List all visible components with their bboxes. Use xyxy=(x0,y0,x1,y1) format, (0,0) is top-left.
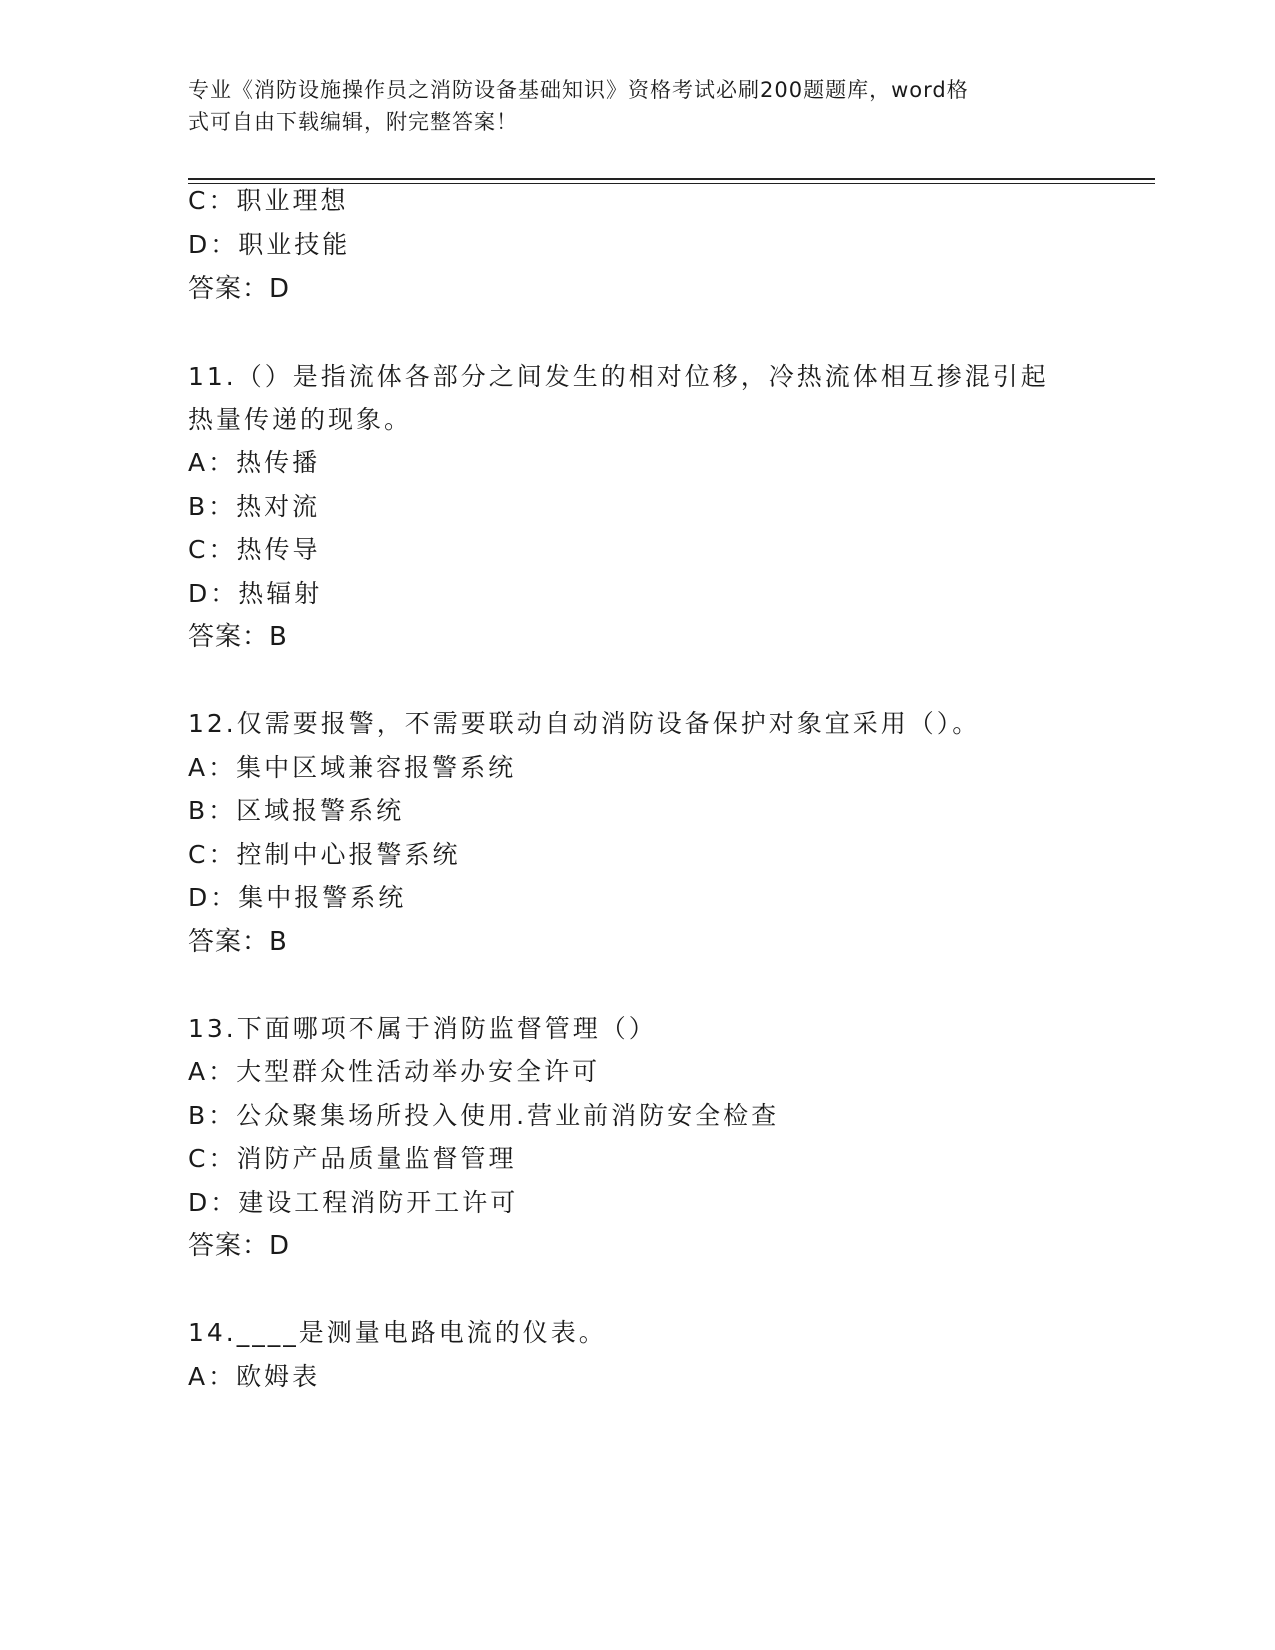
q11-stem-line-1: 11.（）是指流体各部分之间发生的相对位移，冷热流体相互掺混引起 xyxy=(188,362,1049,391)
document-header xyxy=(188,74,1068,138)
header-divider-thick xyxy=(188,178,1155,180)
q11-option-c: C：热传导 xyxy=(188,535,321,564)
prev-option-c: C：职业理想 xyxy=(188,186,349,215)
q11-option-d: D：热辐射 xyxy=(188,579,323,608)
q13-option-d: D：建设工程消防开工许可 xyxy=(188,1188,519,1217)
q14-option-a: A：欧姆表 xyxy=(188,1362,321,1391)
q12-option-d: D：集中报警系统 xyxy=(188,883,407,912)
q13-option-a: A：大型群众性活动举办安全许可 xyxy=(188,1057,601,1086)
q11-option-a: A：热传播 xyxy=(188,448,321,477)
prev-option-d: D：职业技能 xyxy=(188,230,351,259)
q12-stem: 12.仅需要报警，不需要联动自动消防设备保护对象宜采用（）。 xyxy=(188,709,981,738)
q12-option-c: C：控制中心报警系统 xyxy=(188,840,461,869)
q12-answer: 答案：B xyxy=(188,927,288,957)
q13-stem: 13.下面哪项不属于消防监督管理（） xyxy=(188,1014,657,1043)
q11-answer: 答案：B xyxy=(188,622,288,652)
q13-answer: 答案：D xyxy=(188,1231,291,1261)
header-line-1: 专业《消防设施操作员之消防设备基础知识》资格考试必刷200题题库，word格 xyxy=(188,78,969,102)
q12-option-a: A：集中区域兼容报警系统 xyxy=(188,753,517,782)
prev-answer: 答案：D xyxy=(188,274,291,304)
q13-option-c: C：消防产品质量监督管理 xyxy=(188,1144,517,1173)
q12-option-b: B：区域报警系统 xyxy=(188,796,405,825)
q11-option-b: B：热对流 xyxy=(188,492,321,521)
q14-stem: 14.____是测量电路电流的仪表。 xyxy=(188,1318,607,1347)
q13-option-b: B：公众聚集场所投入使用.营业前消防安全检查 xyxy=(188,1101,780,1130)
header-line-2: 式可自由下载编辑，附完整答案！ xyxy=(188,110,518,134)
q11-stem-line-2: 热量传递的现象。 xyxy=(188,405,413,434)
